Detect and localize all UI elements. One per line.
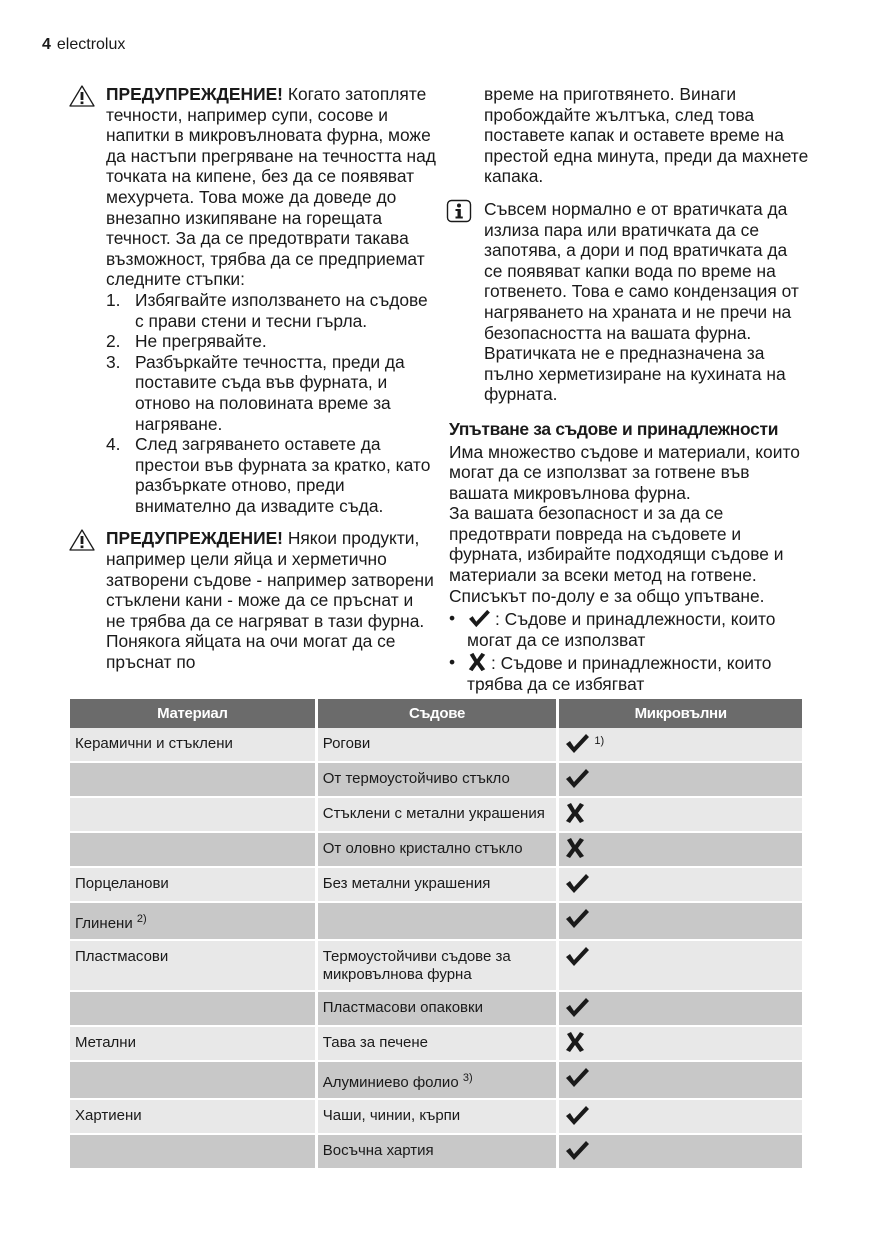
legend-list	[449, 608, 809, 694]
check-icon	[564, 732, 590, 754]
microwave-cell	[559, 833, 802, 868]
column-header-cookware: Съдове	[318, 699, 560, 728]
table-row	[70, 798, 802, 833]
material-cell	[70, 763, 318, 798]
check-icon	[467, 608, 491, 628]
cookware-text: Пластмасови опаковки	[322, 999, 483, 1016]
microwave-cell	[559, 763, 802, 798]
material-cell	[70, 1100, 318, 1135]
table-row	[70, 1135, 802, 1170]
legend-item-check	[449, 608, 809, 650]
warning-body: Някои продукти, например цели яйца и херметично затворени съдове - например затворени стъклени кани - може да се пръснат и не трябва да се нагряват в тази фурна. Понякога яйцата на очи могат да се пръснат по	[106, 528, 434, 673]
list-item	[106, 434, 436, 516]
list-item	[106, 290, 436, 331]
bullet: •	[449, 608, 456, 629]
microwave-cell	[559, 728, 802, 763]
cookware-text: От оловно кристално стъкло	[322, 840, 523, 857]
cookware-cell	[318, 903, 560, 941]
material-cell	[70, 903, 318, 941]
check-icon	[564, 767, 590, 789]
table-row	[70, 833, 802, 868]
paragraph: Списъкът по-долу е за общо упътване.	[449, 585, 765, 606]
cookware-text: Алуминиево фолио	[322, 1074, 459, 1091]
check-icon	[564, 907, 590, 929]
microwave-cell	[559, 1100, 802, 1135]
material-text: Метални	[75, 1034, 136, 1051]
cookware-cell	[318, 833, 560, 868]
page-number: 4	[42, 36, 51, 53]
table-row	[70, 868, 802, 903]
footnote-ref: 1)	[594, 735, 605, 747]
warning-body: Когато затопляте течности, например супи, сосове и напитки в микровълновата фурна, може да настъпи прегряване на течността над точката на кипене, без да се появяват мехурчета. Това може да доведе до внезапно изкипяване на горещата течност. За да се предотврати такава възможност, трябва да се предприемат следните стъпки:	[106, 84, 436, 290]
check-icon	[564, 1104, 590, 1126]
material-text: Керамични и стъклени	[75, 735, 233, 752]
table-row	[70, 1062, 802, 1100]
column-header-microwave: Микровълни	[559, 699, 802, 728]
material-cell	[70, 868, 318, 903]
cross-icon	[467, 652, 487, 672]
cookware-cell	[318, 868, 560, 903]
check-icon	[564, 1139, 590, 1161]
continuation-text: време на приготвянето. Винаги пробождайте жълтъка, след това поставете капак и оставете време на престой една минута, преди да махнете капака.	[484, 84, 809, 187]
table-row	[70, 728, 802, 763]
microwave-cell	[559, 1027, 802, 1062]
paragraph: За вашата безопасност и за да се предотврати повреда на съдовете и фурната, избирайте подходящи съдове и материали за всеки метод на готвене.	[449, 503, 784, 586]
step-text: След загряването оставете да престои във фурната за кратко, като разбъркате отново, преди внимателно да извадите съда.	[135, 434, 431, 516]
cookware-table	[70, 699, 802, 1170]
cross-icon	[564, 1031, 586, 1053]
material-text: Порцеланови	[75, 875, 169, 892]
step-text: Избягвайте използването на съдове с прави стени и тесни гърла.	[135, 289, 428, 331]
legend-item-cross	[449, 652, 809, 694]
table-row	[70, 903, 802, 941]
table-row	[70, 1100, 802, 1135]
cookware-text: Стъклени с метални украшения	[322, 805, 545, 822]
material-text: Пластмасови	[75, 948, 169, 965]
microwave-cell	[559, 941, 802, 992]
microwave-cell	[559, 868, 802, 903]
legend-text: : Съдове и принадлежности, които могат да се използват	[467, 609, 776, 650]
microwave-cell	[559, 903, 802, 941]
cookware-text: Термоустойчиви съдове за микровълнова фурна	[322, 948, 511, 983]
warning-title: ПРЕДУПРЕЖДЕНИЕ!	[106, 84, 283, 104]
table-row	[70, 763, 802, 798]
table-row	[70, 1027, 802, 1062]
legend-text: : Съдове и принадлежности, които трябва да се избягват	[467, 653, 772, 695]
right-column	[449, 84, 809, 695]
step-number: 4.	[106, 434, 121, 455]
bullet: •	[449, 652, 456, 673]
info-text: Съвсем нормално е от вратичката да излиза пара или вратичката да се запотява, а дори и под вратичката да се появяват капки вода по време на готвенето. Това е само кондензация от нагряването на храната и не пречи на безопасността на вашата фурна. Вратичката не е предназначена за пълно херметизиране на кухината на фурната.	[484, 198, 799, 405]
cookware-cell	[318, 941, 560, 992]
step-number: 1.	[106, 289, 121, 310]
cookware-text: Тава за печене	[322, 1034, 429, 1051]
microwave-cell	[559, 1062, 802, 1100]
cookware-cell	[318, 1100, 560, 1135]
material-cell	[70, 941, 318, 992]
cookware-text: Рогови	[322, 735, 371, 752]
cross-icon	[564, 802, 586, 824]
microwave-cell	[559, 1135, 802, 1170]
page-header	[42, 36, 125, 54]
footnote-ref: 3)	[462, 1072, 473, 1084]
warning-triangle-icon	[68, 528, 96, 552]
material-cell	[70, 1062, 318, 1100]
cookware-cell	[318, 1135, 560, 1170]
check-icon	[564, 996, 590, 1018]
column-header-material: Материал	[70, 699, 318, 728]
check-icon	[564, 945, 590, 967]
warning-text	[106, 84, 436, 290]
step-number: 3.	[106, 351, 121, 372]
brand-name: electrolux	[56, 36, 126, 53]
table-row	[70, 992, 802, 1027]
section-title: Упътване за съдове и принадлежности	[449, 418, 779, 439]
material-cell	[70, 833, 318, 868]
microwave-cell	[559, 798, 802, 833]
list-item	[106, 331, 436, 352]
check-icon	[564, 1066, 590, 1088]
material-cell	[70, 1135, 318, 1170]
cookware-text: Чаши, чинии, кърпи	[322, 1107, 461, 1124]
check-icon	[564, 872, 590, 894]
warning-title: ПРЕДУПРЕЖДЕНИЕ!	[106, 528, 283, 549]
step-text: Не прегрявайте.	[135, 331, 267, 352]
material-cell	[70, 728, 318, 763]
table-row	[70, 941, 802, 992]
step-number: 2.	[106, 331, 121, 352]
microwave-cell	[559, 992, 802, 1027]
warning-block-eggs	[106, 528, 436, 672]
material-text: Хартиени	[75, 1107, 142, 1124]
material-cell	[70, 992, 318, 1027]
paragraph: Има множество съдове и материали, които могат да се използват за готвене във вашата микровълнова фурна.	[449, 441, 800, 503]
left-column	[106, 84, 436, 683]
cookware-cell	[318, 763, 560, 798]
warning-triangle-icon	[68, 84, 96, 108]
list-item	[106, 352, 436, 434]
cookware-cell	[318, 798, 560, 833]
footnote-ref: 2)	[136, 913, 147, 925]
material-cell	[70, 798, 318, 833]
material-text: Глинени	[75, 915, 133, 932]
step-text: Разбъркайте течността, преди да поставите съда във фурната, и отново на половината време за нагряване.	[135, 351, 405, 434]
cookware-text: Восъчна хартия	[322, 1142, 434, 1159]
cookware-cell	[318, 992, 560, 1027]
steps-list	[106, 290, 436, 517]
material-cell	[70, 1027, 318, 1062]
warning-text	[106, 528, 436, 672]
cookware-cell	[318, 1027, 560, 1062]
cookware-cell	[318, 728, 560, 763]
cross-icon	[564, 837, 586, 859]
cookware-cell	[318, 1062, 560, 1100]
table-header-row	[70, 699, 802, 728]
table-body	[70, 728, 802, 1170]
cookware-text: От термоустойчиво стъкло	[322, 770, 510, 787]
warning-block-heating-liquids	[106, 84, 436, 516]
info-icon	[446, 199, 472, 223]
cookware-text: Без метални украшения	[322, 875, 491, 892]
info-block	[484, 199, 809, 405]
